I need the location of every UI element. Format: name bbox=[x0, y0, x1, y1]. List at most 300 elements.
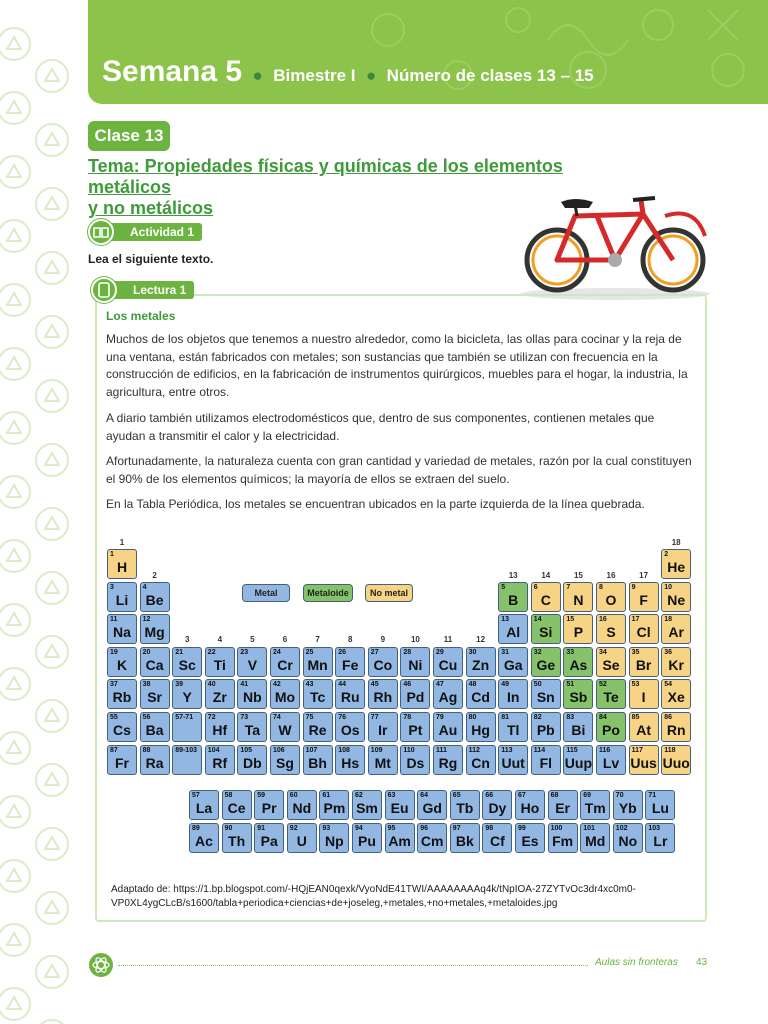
atomic-number: 17 bbox=[631, 616, 640, 624]
element-symbol: Kr bbox=[668, 656, 684, 673]
atomic-number: 84 bbox=[599, 714, 607, 721]
atomic-number: 50 bbox=[533, 681, 542, 689]
atomic-number: 41 bbox=[240, 681, 249, 689]
element-rn bbox=[661, 712, 691, 742]
element-symbol: Dy bbox=[488, 800, 507, 816]
element-cu bbox=[433, 647, 463, 677]
element-rh bbox=[368, 679, 398, 709]
atomic-number: 102 bbox=[615, 825, 628, 832]
element-symbol: In bbox=[506, 689, 520, 706]
element-tl bbox=[498, 712, 528, 742]
atomic-number: 38 bbox=[142, 681, 151, 689]
atomic-number: 116 bbox=[599, 746, 611, 754]
page-number: 43 bbox=[696, 957, 708, 968]
atomic-number: 25 bbox=[305, 648, 314, 656]
element-symbol: Lv bbox=[602, 754, 620, 771]
element-symbol: No bbox=[618, 833, 638, 849]
element-symbol: Ta bbox=[244, 722, 261, 738]
atomic-number: 106 bbox=[273, 746, 285, 754]
atomic-number: 26 bbox=[338, 648, 346, 656]
element-symbol: At bbox=[636, 722, 651, 738]
element-ac bbox=[189, 823, 219, 853]
reading-label: Lectura 1 bbox=[103, 281, 194, 299]
paragraph-2: A diario también utilizamos electrodomésticos que, dentro de sus componentes, contienen metales que ayudan a transmitir el calor y la electricidad. bbox=[106, 411, 655, 443]
element-symbol: Ne bbox=[667, 591, 686, 608]
element-cl bbox=[629, 614, 659, 644]
element-symbol: H bbox=[116, 559, 128, 575]
element-v bbox=[237, 647, 267, 677]
element-symbol: Os bbox=[340, 722, 360, 738]
element-sm bbox=[352, 790, 382, 820]
element-symbol: Ru bbox=[340, 689, 360, 706]
atomic-number: 34 bbox=[599, 648, 607, 656]
element-rf bbox=[205, 745, 235, 775]
element-ti bbox=[205, 647, 235, 677]
element-ag bbox=[433, 679, 463, 709]
atomic-number: 28 bbox=[403, 648, 412, 656]
atomic-number: 110 bbox=[403, 746, 415, 754]
element-bk bbox=[450, 823, 480, 853]
element-sc bbox=[172, 647, 202, 677]
element-hg bbox=[466, 712, 496, 742]
source-citation: Adaptado de: https://1.bp.blogspot.com/-HQjEAN0qexk/VyoNdE41TWI/AAAAAAAAq4k/tNpIOA-27ZYTvOc3dr4xc0m0-VP0XL4ygCLcB/s1600/tabla+periodica+ciencias+de+joseleg,+metales,+no+metales,+metaloides.jpg bbox=[111, 884, 636, 909]
element-zn bbox=[466, 647, 496, 677]
element-hs bbox=[335, 745, 365, 775]
element-f bbox=[629, 582, 659, 612]
atomic-number: 109 bbox=[370, 746, 383, 754]
element-sn bbox=[531, 679, 561, 709]
element-ne bbox=[661, 582, 691, 612]
atomic-number: 31 bbox=[501, 648, 509, 656]
element-s bbox=[596, 614, 626, 644]
element-symbol: Cd bbox=[471, 689, 490, 706]
element-tb bbox=[450, 790, 480, 820]
atomic-number: 23 bbox=[240, 648, 249, 656]
page-footer bbox=[88, 952, 768, 976]
element-symbol: Ag bbox=[438, 689, 458, 706]
element-symbol: Br bbox=[635, 656, 652, 673]
element-symbol: I bbox=[641, 689, 646, 706]
atomic-number: 57 bbox=[192, 792, 200, 799]
atomic-number: 37 bbox=[110, 681, 118, 689]
atomic-number: 36 bbox=[664, 648, 672, 656]
group-label: 18 bbox=[671, 538, 681, 547]
atomic-number: 89 bbox=[192, 825, 200, 832]
element-symbol: Sr bbox=[147, 689, 162, 706]
element-k bbox=[107, 647, 137, 677]
atomic-number: 118 bbox=[664, 746, 676, 754]
element-y bbox=[172, 679, 202, 709]
element-no bbox=[613, 823, 643, 853]
topic-line-1: Tema: Propiedades físicas y químicas de los elementos metálicos bbox=[88, 156, 563, 197]
element-pt bbox=[400, 712, 430, 742]
atomic-number: 18 bbox=[664, 616, 672, 624]
element-symbol: Uus bbox=[630, 754, 657, 771]
group-label: 5 bbox=[250, 635, 255, 644]
element-nb bbox=[237, 679, 267, 709]
element-dy bbox=[482, 790, 512, 820]
element-ds bbox=[400, 745, 430, 775]
element-db bbox=[237, 745, 267, 775]
element-fl bbox=[531, 745, 561, 775]
week-header: Semana 5 ● Bimestre I ● Número de clases 13 – 15 bbox=[88, 0, 768, 104]
element-symbol: Na bbox=[113, 624, 131, 641]
element-i bbox=[629, 679, 659, 709]
element-symbol: Np bbox=[325, 833, 344, 849]
element-cs bbox=[107, 712, 137, 742]
atomic-number: 68 bbox=[550, 792, 559, 799]
element-eu bbox=[385, 790, 415, 820]
group-label: 4 bbox=[217, 635, 223, 644]
atomic-number: 49 bbox=[501, 681, 509, 689]
atomic-number: 5 bbox=[501, 583, 506, 591]
element-hf bbox=[205, 712, 235, 742]
group-label: 17 bbox=[639, 571, 649, 580]
element-nd bbox=[287, 790, 317, 820]
element-symbol: Th bbox=[228, 833, 246, 849]
element-symbol: Sg bbox=[276, 754, 294, 771]
atomic-number: 87 bbox=[110, 746, 118, 754]
atomic-number: 117 bbox=[631, 746, 643, 754]
element-uut bbox=[498, 745, 528, 775]
element-symbol: Sm bbox=[356, 800, 378, 816]
bimestre-label: Bimestre I bbox=[273, 66, 356, 85]
atomic-number: 6 bbox=[533, 583, 538, 591]
element-na bbox=[107, 614, 137, 644]
atomic-number: 101 bbox=[583, 825, 595, 832]
element-symbol: Zn bbox=[472, 656, 490, 673]
element-symbol: Bh bbox=[308, 754, 327, 771]
element-uup bbox=[563, 745, 593, 775]
atomic-number: 24 bbox=[273, 648, 281, 656]
element-pd bbox=[400, 679, 430, 709]
element-symbol: Pd bbox=[406, 689, 425, 706]
atomic-number: 44 bbox=[338, 681, 346, 689]
element-pm bbox=[319, 790, 349, 820]
element-po bbox=[596, 712, 626, 742]
element-symbol: Md bbox=[585, 833, 606, 849]
reading-title: Los metales bbox=[106, 309, 176, 323]
atomic-number: 80 bbox=[468, 714, 477, 721]
group-label: 9 bbox=[380, 635, 386, 644]
element-la bbox=[189, 790, 219, 820]
atomic-number: 88 bbox=[142, 746, 151, 754]
element-57-71 bbox=[172, 712, 202, 742]
element-ta bbox=[237, 712, 267, 742]
element-md bbox=[580, 823, 610, 853]
element-symbol: S bbox=[606, 624, 616, 641]
element-ru bbox=[335, 679, 365, 709]
element-symbol: Pa bbox=[260, 833, 278, 849]
element-sb bbox=[563, 679, 593, 709]
atomic-number: 45 bbox=[370, 681, 379, 689]
element-symbol: Ho bbox=[520, 800, 540, 816]
atomic-number: 54 bbox=[664, 681, 672, 689]
element-symbol: Uuo bbox=[662, 754, 690, 771]
atomic-number: 27 bbox=[370, 648, 379, 656]
element-ni bbox=[400, 647, 430, 677]
element-cn bbox=[466, 745, 496, 775]
group-label: 7 bbox=[315, 635, 320, 644]
paragraph-4: En la Tabla Periódica, los metales se encuentran ubicados en la parte izquierda de la línea quebrada. bbox=[106, 497, 645, 511]
element-sr bbox=[140, 679, 170, 709]
element-cr bbox=[270, 647, 300, 677]
element-bi bbox=[563, 712, 593, 742]
atomic-number: 47 bbox=[436, 681, 444, 689]
element-symbol: Ar bbox=[668, 624, 684, 641]
atomic-number: 9 bbox=[631, 583, 636, 591]
atomic-number: 22 bbox=[207, 648, 216, 656]
element-symbol: Eu bbox=[390, 800, 409, 816]
element-tc bbox=[303, 679, 333, 709]
element-symbol: Cr bbox=[277, 656, 293, 673]
topic-line-2: y no metálicos bbox=[88, 198, 214, 218]
atomic-number: 78 bbox=[403, 714, 412, 721]
element-zr bbox=[205, 679, 235, 709]
group-label: 13 bbox=[508, 571, 518, 580]
element-lr bbox=[645, 823, 675, 853]
atomic-number: 60 bbox=[289, 792, 298, 799]
element-symbol: Fr bbox=[115, 754, 129, 771]
element-fr bbox=[107, 745, 137, 775]
element-pa bbox=[254, 823, 284, 853]
element-symbol: Ti bbox=[213, 656, 226, 673]
element-p bbox=[563, 614, 593, 644]
element-at bbox=[629, 712, 659, 742]
element-symbol: Pu bbox=[358, 833, 376, 849]
atomic-number: 76 bbox=[338, 714, 346, 721]
group-label: 2 bbox=[152, 571, 157, 580]
atomic-number: 100 bbox=[550, 825, 563, 832]
element-kr bbox=[661, 647, 691, 677]
element-symbol: Nb bbox=[243, 689, 262, 706]
atomic-number: 16 bbox=[599, 616, 607, 624]
element-symbol: Bk bbox=[455, 833, 474, 849]
group-label: 3 bbox=[184, 635, 190, 644]
element-yb bbox=[613, 790, 643, 820]
atomic-number: 72 bbox=[207, 714, 216, 721]
element-he bbox=[661, 549, 691, 579]
element-si bbox=[531, 614, 561, 644]
group-label: 1 bbox=[119, 538, 125, 547]
atomic-number: 79 bbox=[436, 714, 444, 721]
atomic-number: 77 bbox=[370, 714, 379, 721]
element-symbol: Si bbox=[539, 624, 553, 641]
element-symbol: Cf bbox=[490, 833, 505, 849]
atomic-number: 103 bbox=[648, 825, 661, 832]
atomic-number: 70 bbox=[615, 792, 624, 799]
element-symbol: Y bbox=[182, 689, 192, 706]
element-es bbox=[515, 823, 545, 853]
element-symbol: Ra bbox=[145, 754, 164, 771]
element-symbol: V bbox=[247, 656, 258, 673]
element-lv bbox=[596, 745, 626, 775]
element-symbol: Mg bbox=[144, 624, 165, 641]
atomic-number: 108 bbox=[338, 746, 350, 754]
element-mt bbox=[368, 745, 398, 775]
atomic-number: 73 bbox=[240, 714, 249, 721]
element-symbol: As bbox=[569, 656, 588, 673]
element-symbol: Cm bbox=[420, 833, 444, 849]
atomic-number: 29 bbox=[436, 648, 444, 656]
element-symbol: Pr bbox=[261, 800, 277, 816]
atomic-number: 97 bbox=[452, 825, 461, 832]
legend-no-metal: No metal bbox=[365, 584, 413, 602]
atomic-number: 99 bbox=[518, 825, 526, 832]
atomic-number: 59 bbox=[257, 792, 265, 799]
element-symbol: Am bbox=[388, 833, 411, 849]
instruction-text: Lea el siguiente texto. bbox=[88, 252, 214, 266]
group-label: 16 bbox=[606, 571, 616, 580]
element-symbol: Po bbox=[602, 722, 620, 738]
atomic-number: 7 bbox=[566, 583, 571, 591]
element-br bbox=[629, 647, 659, 677]
element-u bbox=[287, 823, 317, 853]
atomic-number: 95 bbox=[387, 825, 396, 832]
atomic-number: 90 bbox=[224, 825, 233, 832]
element-pu bbox=[352, 823, 382, 853]
atomic-number: 74 bbox=[273, 714, 281, 721]
element-symbol: Li bbox=[115, 591, 129, 608]
atomic-number: 1 bbox=[110, 551, 114, 558]
element-symbol: Lu bbox=[651, 800, 669, 816]
atomic-number: 8 bbox=[599, 583, 603, 591]
bicycle-illustration bbox=[515, 186, 715, 302]
book-icon bbox=[88, 219, 114, 245]
element-symbol: Pm bbox=[323, 800, 346, 816]
atomic-number: 94 bbox=[355, 825, 363, 832]
element-w bbox=[270, 712, 300, 742]
class-badge: Clase 13 bbox=[88, 121, 170, 151]
element-symbol: Lr bbox=[653, 833, 668, 849]
element-au bbox=[433, 712, 463, 742]
atomic-number: 40 bbox=[207, 681, 216, 689]
legend-metal: Metal bbox=[242, 584, 290, 602]
atomic-number: 20 bbox=[142, 648, 151, 656]
element-ba bbox=[140, 712, 170, 742]
element-symbol: U bbox=[296, 833, 307, 849]
atomic-number: 65 bbox=[452, 792, 461, 799]
element-symbol: P bbox=[573, 624, 584, 641]
atomic-number: 107 bbox=[305, 746, 318, 754]
atomic-number: 71 bbox=[648, 792, 657, 799]
element-symbol: Tl bbox=[506, 722, 520, 738]
element-re bbox=[303, 712, 333, 742]
atomic-number: 61 bbox=[322, 792, 331, 799]
atomic-number: 114 bbox=[533, 746, 546, 754]
element-pb bbox=[531, 712, 561, 742]
atomic-number: 46 bbox=[403, 681, 412, 689]
atomic-number: 11 bbox=[110, 616, 118, 624]
element-uus bbox=[629, 745, 659, 775]
element-symbol: Hs bbox=[341, 754, 360, 771]
atomic-number: 15 bbox=[566, 616, 575, 624]
atomic-number: 10 bbox=[664, 583, 672, 591]
atomic-number: 67 bbox=[518, 792, 526, 799]
element-lu bbox=[645, 790, 675, 820]
atomic-number: 39 bbox=[175, 681, 183, 689]
element-symbol: Rf bbox=[212, 754, 228, 771]
element-symbol: Yb bbox=[618, 800, 637, 816]
week-title: Semana 5 bbox=[102, 55, 243, 88]
element-symbol: Db bbox=[243, 754, 262, 771]
atomic-number: 56 bbox=[142, 714, 151, 721]
atomic-number: 92 bbox=[289, 825, 298, 832]
element-fm bbox=[548, 823, 578, 853]
atomic-number: 3 bbox=[110, 583, 114, 591]
atomic-number: 63 bbox=[387, 792, 396, 799]
atomic-number: 89-103 bbox=[175, 746, 197, 754]
atomic-number: 2 bbox=[664, 551, 669, 558]
element-rg bbox=[433, 745, 463, 775]
element-symbol: K bbox=[116, 656, 128, 673]
element-symbol: Tb bbox=[456, 800, 474, 816]
atomic-number: 105 bbox=[240, 746, 253, 754]
atomic-number: 58 bbox=[224, 792, 233, 799]
class-count-label: Número de clases 13 – 15 bbox=[386, 66, 594, 85]
element-symbol: Pb bbox=[536, 722, 555, 738]
element-co bbox=[368, 647, 398, 677]
element-n bbox=[563, 582, 593, 612]
element-symbol: Es bbox=[521, 833, 539, 849]
element-b bbox=[498, 582, 528, 612]
atomic-number: 75 bbox=[305, 714, 314, 721]
element-symbol: Sc bbox=[178, 656, 196, 673]
element-cd bbox=[466, 679, 496, 709]
element-symbol: Er bbox=[555, 800, 570, 816]
element-symbol: Au bbox=[438, 722, 458, 738]
element-uuo bbox=[661, 745, 691, 775]
element-symbol: Rg bbox=[438, 754, 458, 771]
paragraph-1: Muchos de los objetos que tenemos a nuestro alrededor, como la bicicleta, las ollas para cocinar y la reja de una ventana, están fabricados con metales; son sustancias que también se utilizan con frecuencia en la construcción de edificios, en la fabricación de instrumentos quirúrgicos, muebles para el hogar, la industria, la agricultura, entre otros. bbox=[106, 332, 688, 399]
element-symbol: Uup bbox=[564, 754, 592, 771]
atomic-number: 111 bbox=[436, 746, 447, 754]
atomic-number: 83 bbox=[566, 714, 575, 721]
element-symbol: Rh bbox=[373, 689, 393, 706]
element-symbol: Re bbox=[308, 722, 327, 738]
element-se bbox=[596, 647, 626, 677]
element-ar bbox=[661, 614, 691, 644]
element-symbol: Fl bbox=[539, 754, 553, 771]
element-sg bbox=[270, 745, 300, 775]
element-symbol: Pt bbox=[408, 722, 423, 738]
atomic-number: 43 bbox=[305, 681, 314, 689]
element-symbol: Cl bbox=[636, 624, 651, 641]
atomic-number: 21 bbox=[175, 648, 183, 656]
atomic-number: 32 bbox=[533, 648, 542, 656]
element-symbol: Fe bbox=[342, 656, 359, 673]
element-ra bbox=[140, 745, 170, 775]
element-symbol: Cn bbox=[471, 754, 490, 771]
element-symbol: Al bbox=[506, 624, 521, 641]
element-xe bbox=[661, 679, 691, 709]
group-label: 15 bbox=[573, 571, 583, 580]
element-pr bbox=[254, 790, 284, 820]
atomic-number: 51 bbox=[566, 681, 575, 689]
element-symbol: Co bbox=[373, 656, 393, 673]
element-symbol: W bbox=[278, 722, 292, 738]
element-ca bbox=[140, 647, 170, 677]
atomic-number: 19 bbox=[110, 648, 118, 656]
element-symbol: Hf bbox=[212, 722, 228, 738]
atomic-number: 85 bbox=[631, 714, 640, 721]
element-be bbox=[140, 582, 170, 612]
activity-label: Actividad 1 bbox=[100, 223, 202, 241]
element-symbol: Ds bbox=[406, 754, 425, 771]
atom-icon bbox=[88, 952, 114, 978]
element-np bbox=[319, 823, 349, 853]
atomic-number: 96 bbox=[420, 825, 428, 832]
